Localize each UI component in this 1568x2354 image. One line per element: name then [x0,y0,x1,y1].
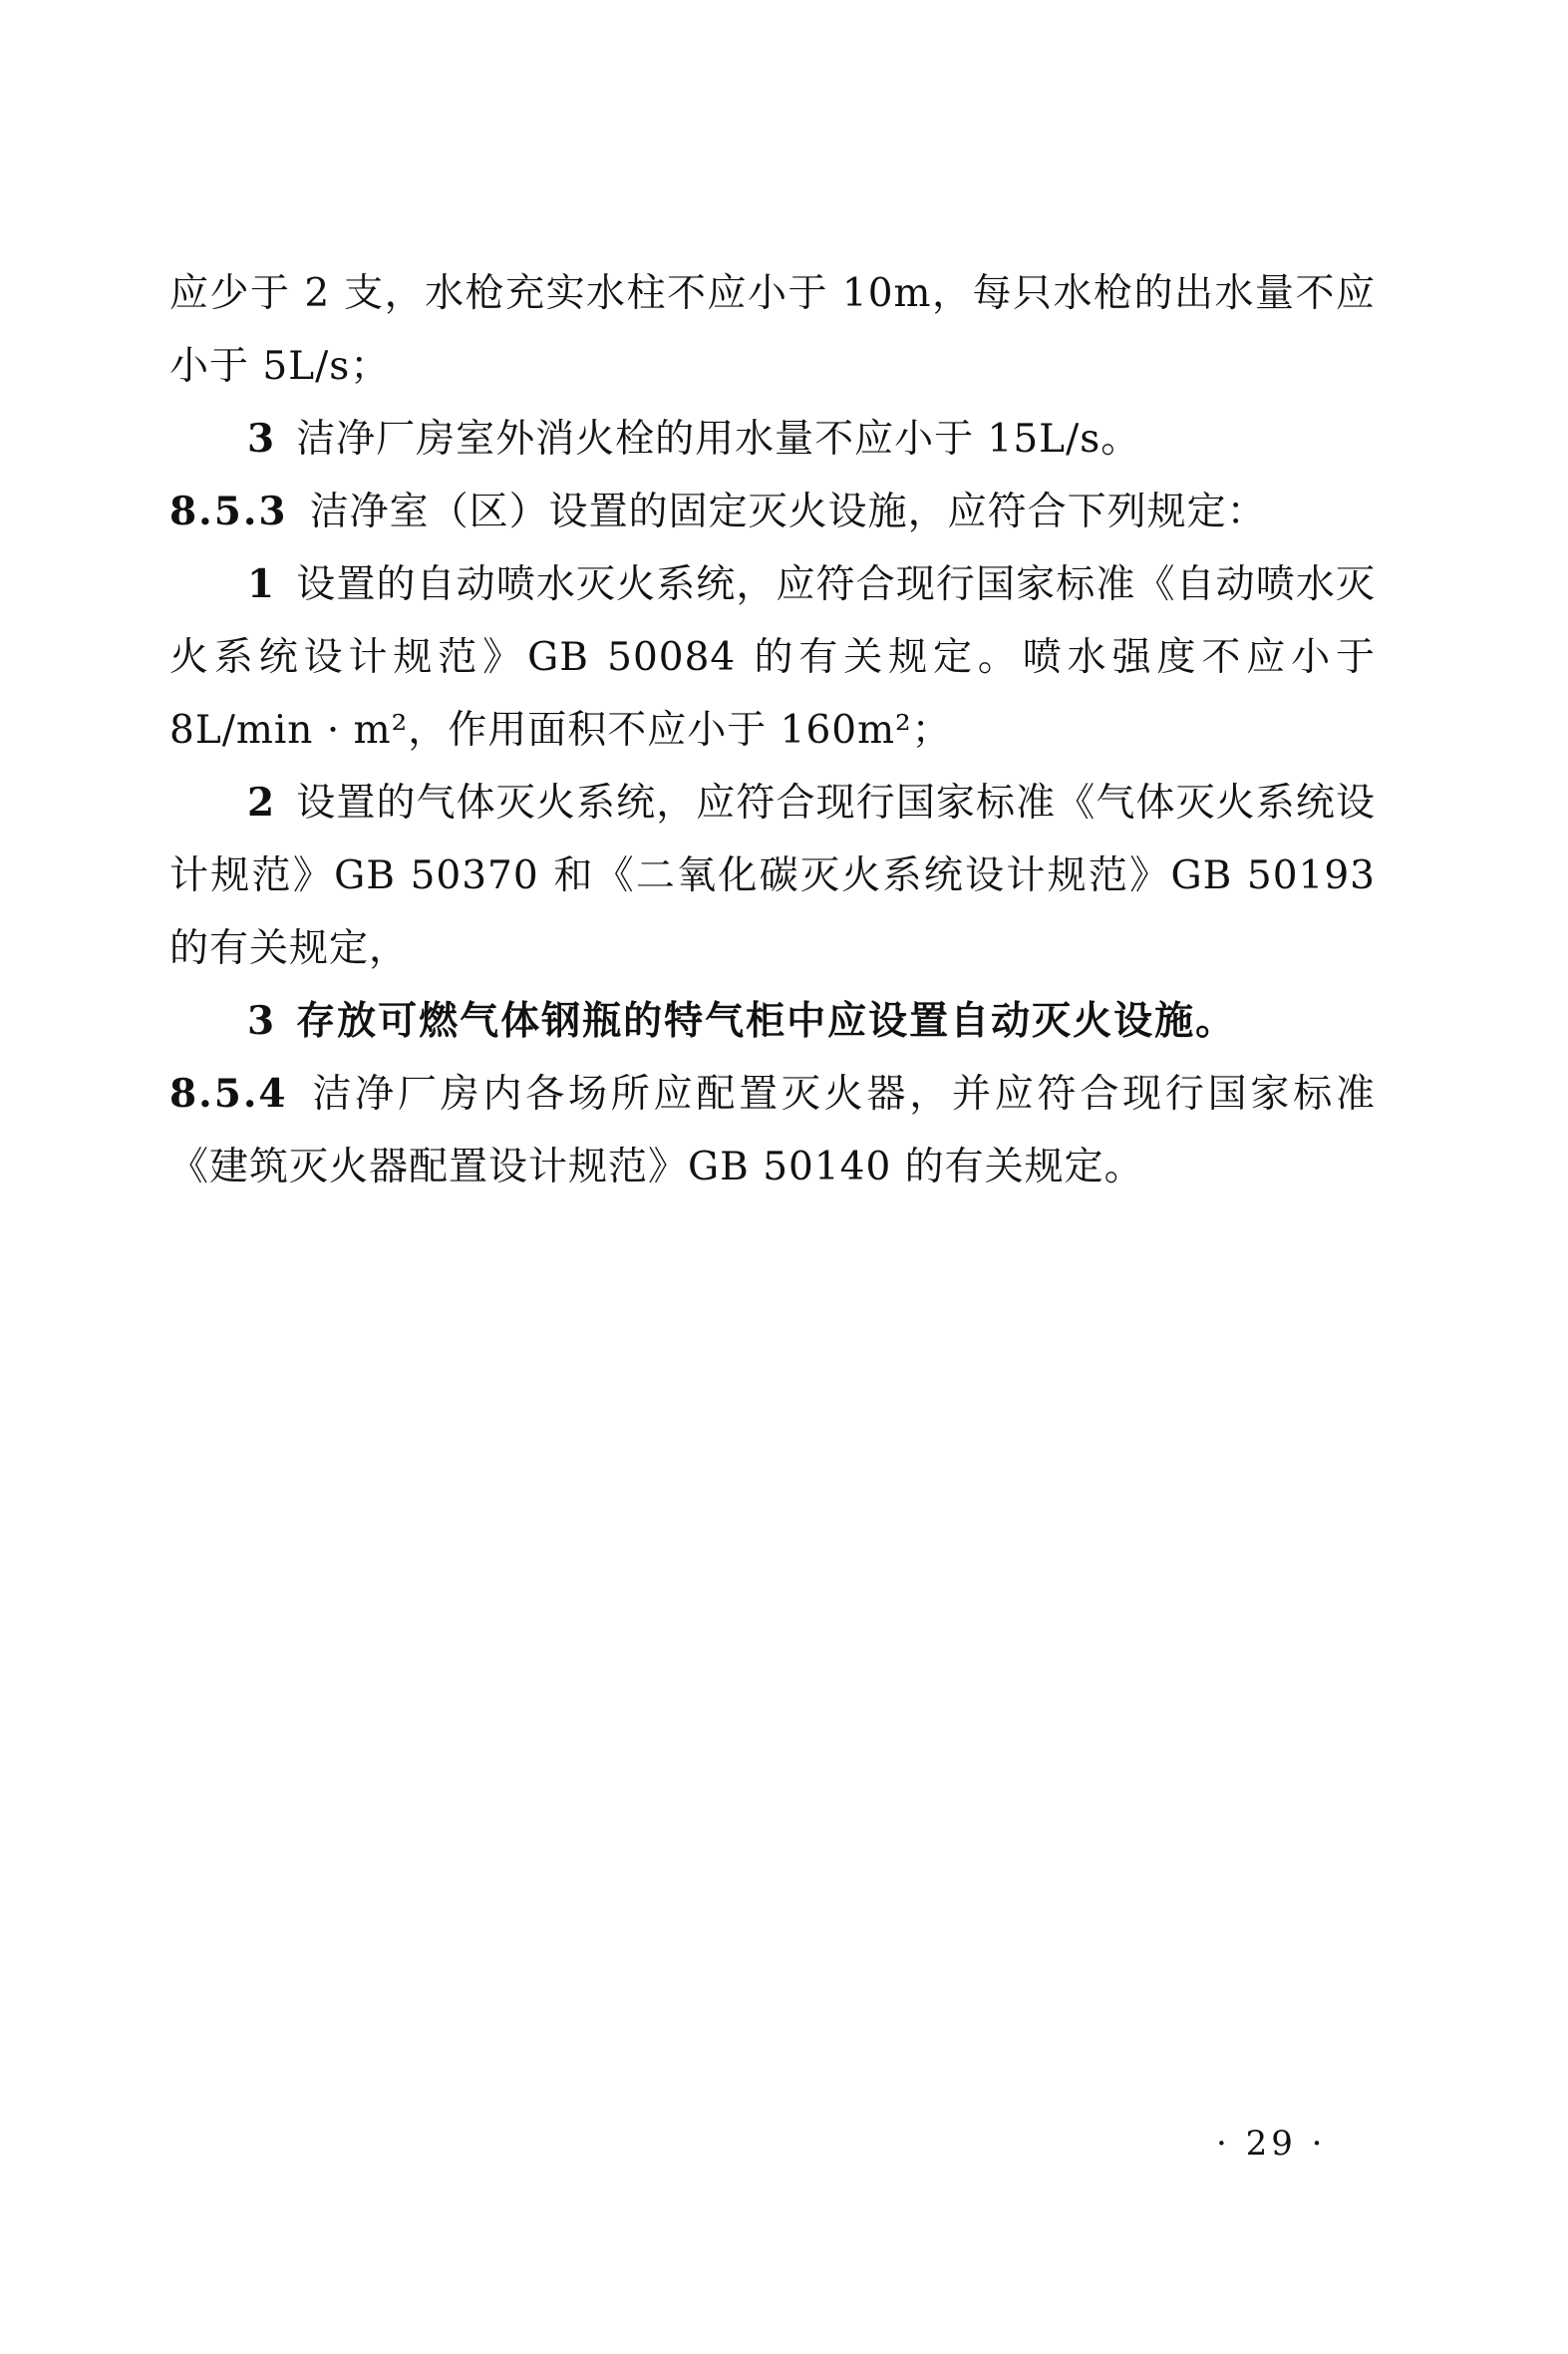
item-number: 3 [247,416,275,462]
item-3-outdoor-hydrant [169,403,1376,476]
paragraph-text: 应少于 2 支，水枪充实水柱不应小于 10m，每只水枪的出水量不应小于 5L/s； [169,271,1376,389]
clause-text: 洁净厂房内各场所应配置灭火器，并应符合现行国家标准《建筑灭火器配置设计规范》GB 50140 的有关规定。 [169,1072,1376,1189]
item-text-bold: 存放可燃气体钢瓶的特气柜中应设置自动灭火设施。 [296,999,1237,1044]
paragraph-continuation [169,257,1376,403]
item-number: 2 [247,780,275,826]
item-number: 1 [247,561,275,607]
item-1-sprinkler-system [169,548,1376,767]
clause-8-5-4 [169,1058,1376,1203]
clause-text: 洁净室（区）设置的固定灭火设施，应符合下列规定： [309,490,1267,534]
clause-number: 8.5.3 [169,489,288,534]
page-number: · 29 · [1216,2124,1327,2164]
item-2-gas-extinguishing [169,767,1376,985]
clause-8-5-3 [169,476,1376,548]
page-body [169,257,1376,1203]
item-text: 洁净厂房室外消火栓的用水量不应小于 15L/s。 [296,417,1141,462]
clause-number: 8.5.4 [169,1071,288,1117]
item-number: 3 [247,998,275,1044]
item-3-special-gas-cabinet [169,985,1376,1058]
item-text: 设置的自动喷水灭火系统，应符合现行国家标准《自动喷水灭火系统设计规范》GB 50084 的有关规定。喷水强度不应小于 8L/min · m²，作用面积不应小于 160m²； [169,562,1376,753]
item-text: 设置的气体灭火系统，应符合现行国家标准《气体灭火系统设计规范》GB 50370 和《二氧化碳灭火系统设计规范》GB 50193 的有关规定， [169,781,1376,971]
